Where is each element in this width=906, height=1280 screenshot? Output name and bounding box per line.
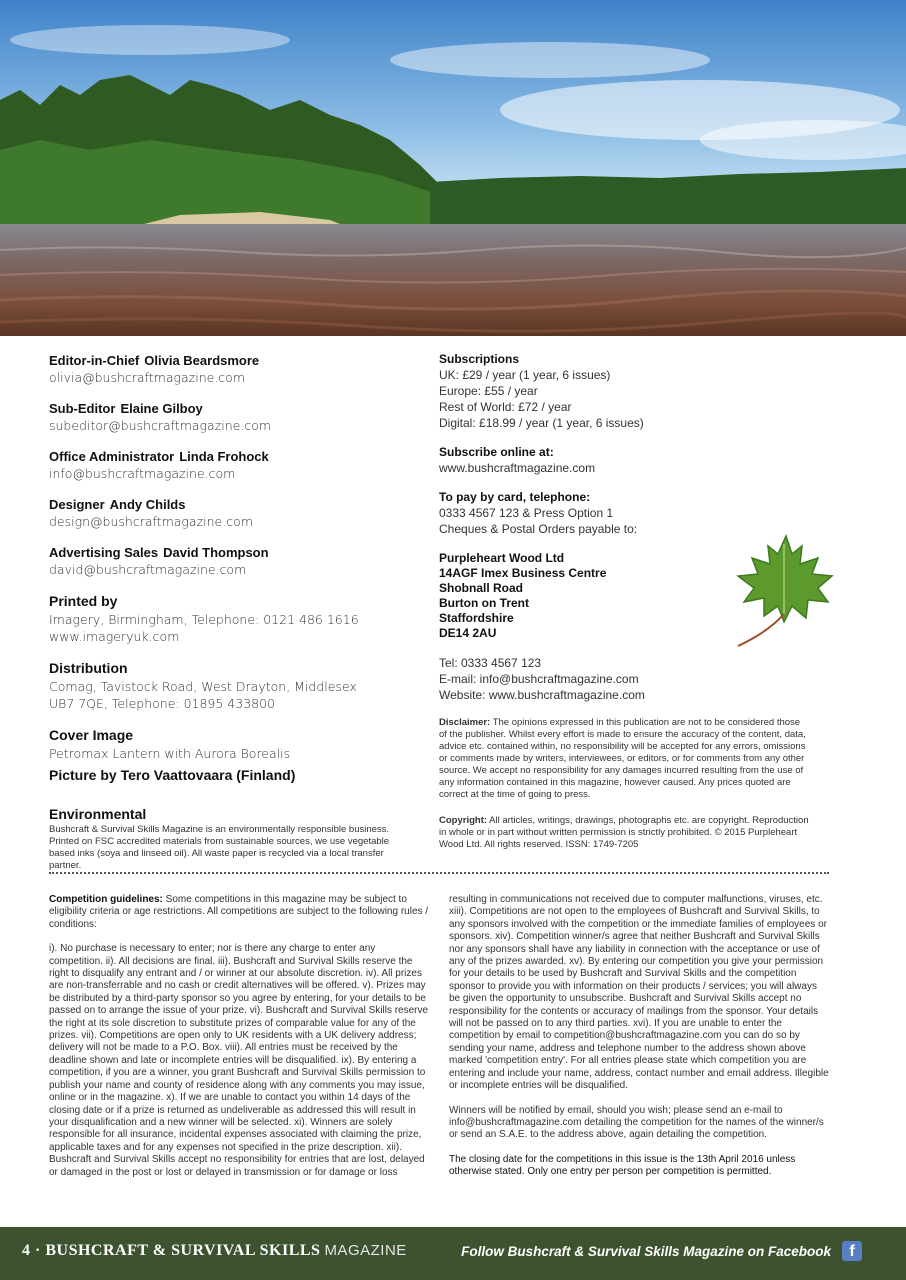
address-line: Burton on Trent [439,596,529,610]
subscribe-online-url[interactable]: www.bushcraftmagazine.com [439,461,596,475]
winners-notice: Winners will be notified by email, should you wish; please send an e-mail to info@bushcraftmagazine.com detailing the competition for the names of the winner/s or send an S.A.E. to the address above, again detailing the competition. [449,1104,824,1141]
magazine-suffix: MAGAZINE [324,1242,407,1259]
cover-image-credit: Picture by Tero Vaattovaara (Finland) [49,767,296,783]
subscription-price: UK: £29 / year (1 year, 6 issues) [439,368,611,382]
staff-entry [49,544,409,578]
address-line: Shobnall Road [439,581,523,595]
copyright-text: All articles, writings, drawings, photographs etc. are copyright. Reproduction in whole or in part without written permission is strictly prohibited. © 2015 Purpleheart Wood Ltd. All rights reserved. ISSN: 1749-7205 [439,815,809,850]
staff-email[interactable]: design@bushcraftmagazine.com [49,514,253,529]
staff-email[interactable]: subeditor@bushcraftmagazine.com [49,418,272,433]
staff-email[interactable]: olivia@bushcraftmagazine.com [49,370,245,385]
page-number: 4 [22,1242,31,1259]
environmental-heading: Environmental [49,806,147,822]
staff-role: Office Administrator [49,449,175,464]
competition-label: Competition guidelines: [49,894,163,905]
footer-magazine-title [22,1242,407,1260]
address-line: Purpleheart Wood Ltd [439,551,565,565]
subscription-price: Europe: £55 / year [439,384,538,398]
copyright-section [439,815,809,851]
distribution-line: UB7 7QE, Telephone: 01895 433800 [49,696,276,711]
staff-name: Linda Frohock [179,449,269,464]
hero-lake-photo [0,0,906,336]
staff-role: Advertising Sales [49,545,159,560]
staff-name: David Thompson [163,545,269,560]
staff-column [49,352,409,886]
staff-name: Elaine Gilboy [120,401,203,416]
competition-guidelines-right [449,894,829,1191]
contact-section [439,655,819,703]
printed-by-website[interactable]: www.imageryuk.com [49,629,180,644]
pay-by-card-heading: To pay by card, telephone: [439,490,591,504]
cover-image-section [49,726,409,785]
magazine-title: BUSHCRAFT & SURVIVAL SKILLS [45,1242,321,1259]
competition-intro: Some competitions in this magazine may be subject to eligibility criteria or age restrictions. All competitions are subject to the following rules / conditions: [49,894,429,930]
staff-email[interactable]: info@bushcraftmagazine.com [49,466,236,481]
competition-rules: i). No purchase is necessary to enter; nor is there any charge to enter any competition. ii). All decisions are final. iii). Bushcraft and Survival Skills reserve the right to disqualify any entrant and / or winner at our absolute discretion. iv). All prizes are non-transferrable and no cash or credit alternatives will be offered. v). Prizes may be distributed by a third-party sponsor so you agree by entering, for your details to be passed on to arrange the issue of your prize. vi). Bushcraft and Survival Skills reserve the right at its sole discretion to substitute prizes of comparable value for any of the prizes. vii). Competitions are open only to UK residents with a UK delivery address; delivery will not be made to a P.O. Box. viii). All entries must be received by the deadline shown and late or incomplete entries will be disqualified. ix). By entering a competition, if you are a winner, you grant Bushcraft and Survival Skills permission to publish your name and county of residence along with any comments you may issue, online or in the magazine. x). If we are unable to contact you within 14 days of the closing date or if a prize is returned as undeliverable as addressed this will result in your disqualification and a new winner will be selected. xi). Winners are solely responsible for all insurance, incidental expenses associated with claiming the prize, applicable taxes and for any expenses not specified in the prize description. xii). Bushcraft and Survival Skills accept no responsibility for entries that are lost, delayed or damaged in the post or lost or delayed in transmission or for damage or loss [49,943,429,1178]
closing-date-notice: The closing date for the competitions in this issue is the 13th April 2016 unless otherwise stated. Only one entry per person per competition is permitted. [449,1153,796,1178]
section-divider [49,872,829,874]
contact-website[interactable]: Website: www.bushcraftmagazine.com [439,688,645,702]
staff-role: Sub-Editor [49,401,116,416]
printed-by-section [49,592,409,645]
contact-telephone: Tel: 0333 4567 123 [439,656,542,670]
staff-name: Andy Childs [109,497,186,512]
pay-by-card-phone: 0333 4567 123 & Press Option 1 [439,506,614,520]
distribution-section [49,659,409,712]
staff-name: Olivia Beardsmore [144,353,260,368]
staff-entry [49,448,409,482]
contact-email[interactable]: E-mail: info@bushcraftmagazine.com [439,672,639,686]
competition-rules-continued: resulting in communications not received due to computer malfunctions, viruses, etc. xiii). Competitions are not open to the employees of Bushcraft and Survival Skills, to any sponsors involved with the competition or the immediate families of employees or sponsors. xiv). Competition winner/s agree that neither Bushcraft and Survival Skills nor any sponsors shall have any liability in connection with the acceptance or use of any of the prizes awarded. xv). By entering our competition you give your permission for your details to be used by Bushcraft and Survival Skills and the competition sponsor to provide you with information on their products / services; you will always be given the opportunity to unsubscribe. Bushcraft and Survival Skills accept no responsibility for the contents or accuracy of mailings from the sponsor. Your details will not be passed on to any third parties. xvi). If you are unable to enter the competition by email to competition@bushcraftmagazine.com you can do so by sending your name, address and telephone number to the address shown above marked 'competition entry'. For all entries please state which competition you are entering and include your name, address, contact number and email address. Illegible or incomplete entries will be disqualified. [449,894,829,1092]
subscriptions-section [439,352,819,431]
distribution-heading: Distribution [49,660,128,676]
facebook-follow-text[interactable]: Follow Bushcraft & Survival Skills Magazine on Facebook [461,1244,831,1259]
subscriptions-heading: Subscriptions [439,352,520,366]
cover-image-description: Petromax Lantern with Aurora Borealis [49,746,291,761]
address-line: DE14 2AU [439,626,497,640]
copyright-label: Copyright: [439,815,488,826]
disclaimer-label: Disclaimer: [439,717,491,728]
distribution-line: Comag, Tavistock Road, West Drayton, Middlesex [49,679,357,694]
subscription-price: Digital: £18.99 / year (1 year, 6 issues) [439,416,644,430]
printed-by-heading: Printed by [49,593,118,609]
footer-separator: · [35,1242,41,1259]
staff-entry [49,352,409,386]
competition-guidelines-left [49,894,429,1191]
printed-by-line: Imagery, Birmingham, Telephone: 0121 486 1616 [49,612,359,627]
staff-role: Designer [49,497,105,512]
staff-email[interactable]: david@bushcraftmagazine.com [49,562,247,577]
address-line: 14AGF Imex Business Centre [439,566,607,580]
disclaimer-section [439,717,809,801]
staff-role: Editor-in-Chief [49,353,140,368]
environmental-text: Bushcraft & Survival Skills Magazine is an environmentally responsible business. Printed on FSC accredited materials from sustainable sources, we use vegetable based inks (soya and linseed oil). All waste paper is recycled via a local transfer partner. [49,824,390,871]
cheques-payable-line: Cheques & Postal Orders payable to: [439,522,638,536]
facebook-icon[interactable]: f [842,1241,862,1261]
pay-by-card-section [439,490,819,537]
maple-leaf-icon [728,532,838,650]
subscription-price: Rest of World: £72 / year [439,400,572,414]
staff-entry [49,496,409,530]
staff-entry [49,400,409,434]
subscribe-online-heading: Subscribe online at: [439,445,554,459]
cover-image-heading: Cover Image [49,727,134,743]
disclaimer-text: The opinions expressed in this publication are not to be considered those of the publisher. Whilst every effort is made to ensure the accuracy of the content, data, advice etc. contained within, no responsibility will be accepted for any errors, omissions or comments made by writers, interviewees, or editors, or for comments from any other source. We accept no responsibility for any damages incurred resulting from the use of any information contained in this magazine, however caused. Any prices quoted are correct at the time of going to press. [439,717,806,800]
address-line: Staffordshire [439,611,514,625]
page-footer [0,1227,906,1280]
subscribe-online-section [439,445,819,476]
environmental-section [49,805,409,872]
